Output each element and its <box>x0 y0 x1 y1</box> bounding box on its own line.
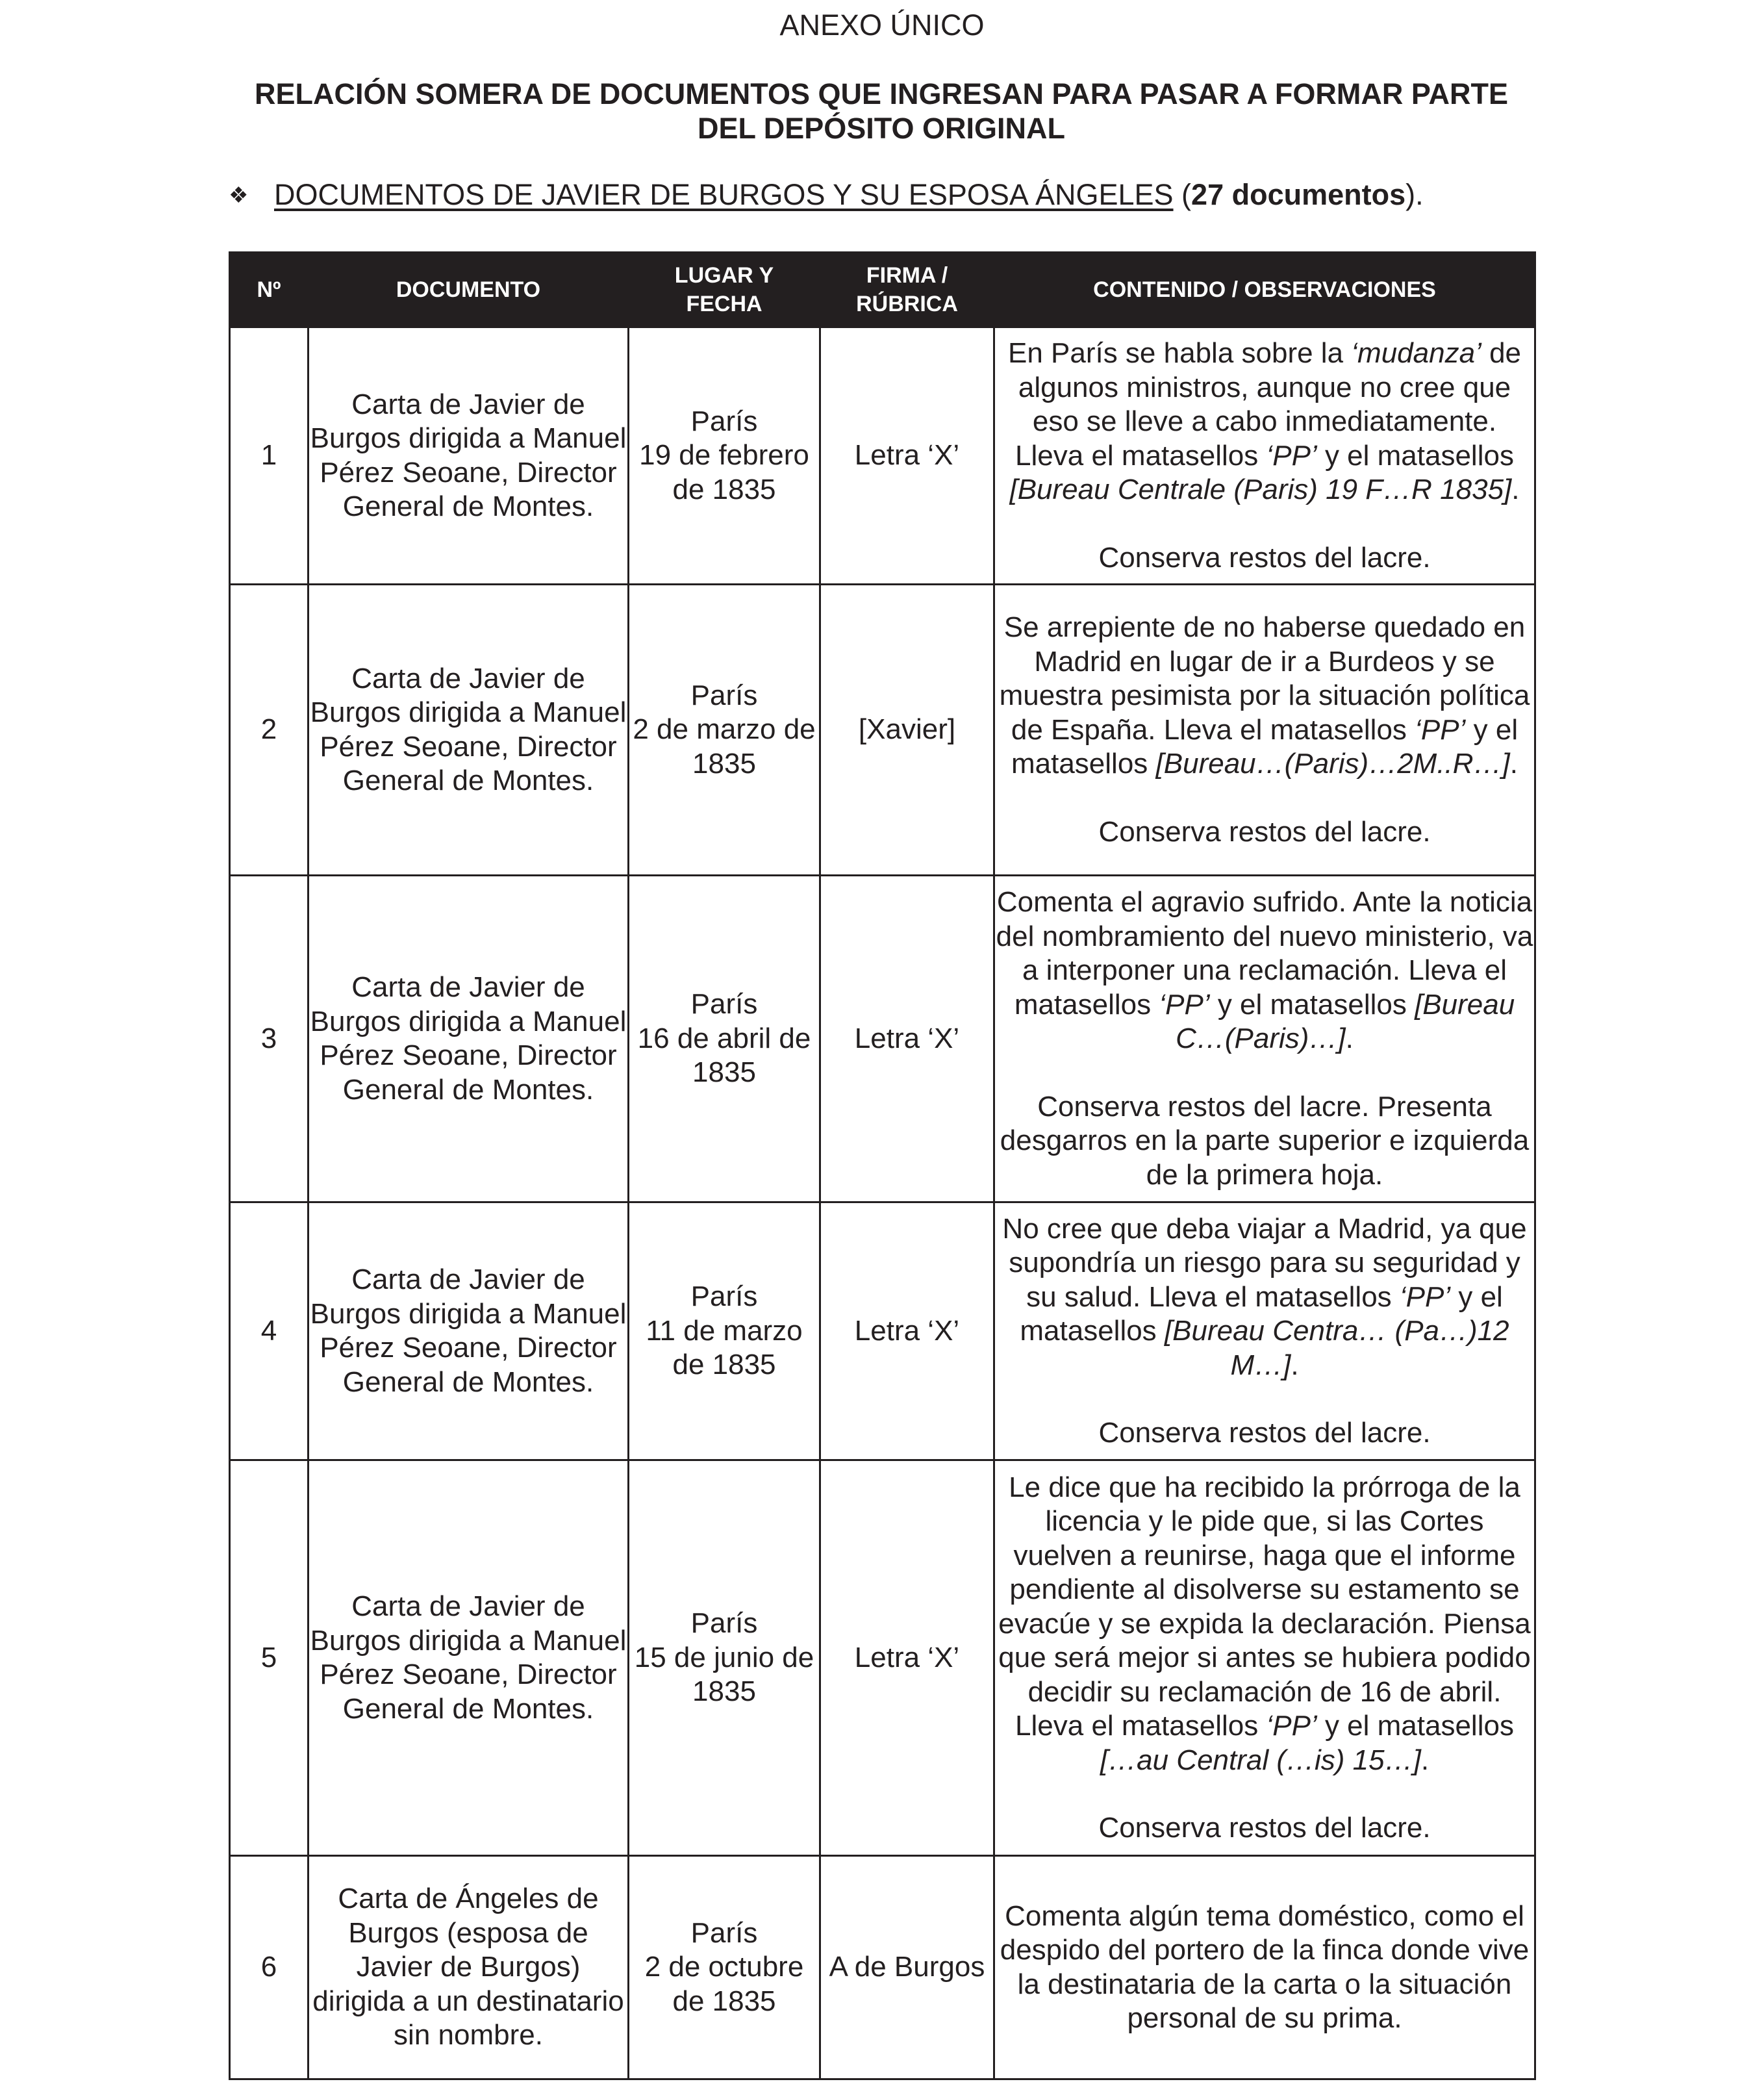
table-row <box>230 876 1535 1202</box>
diamond-bullet-icon: ❖ <box>229 183 249 208</box>
place-date <box>629 876 820 1202</box>
place: París <box>690 1280 758 1313</box>
content-text: En París se habla sobre la ‘mudanza’ de algunos ministros, aunque no cree que eso se lleve a cabo inmediatamente. Lleva el matasellos ‘PP’ y el matasellos [Bureau Centrale (Paris) 19 F…R 1835]. <box>1007 337 1522 505</box>
place: París <box>690 988 758 1021</box>
header-place-date-line-1: LUGAR Y <box>674 263 774 288</box>
document-description: Carta de Javier de Burgos dirigida a Manuel Pérez Seoane, Director General de Montes. <box>309 876 629 1202</box>
header-place-date <box>629 253 820 327</box>
header-place-date-line-2: FECHA <box>686 292 762 316</box>
signature: Letra ‘X’ <box>820 1202 994 1460</box>
content-observations <box>994 585 1535 876</box>
document-count: 27 documentos <box>1191 178 1406 211</box>
table-row <box>230 1856 1535 2079</box>
observation-text: Conserva restos del lacre. Presenta desgarros en la parte superior e izquierda de la primera hoja. <box>1000 1090 1530 1191</box>
content-observations <box>994 1460 1535 1856</box>
header-num: Nº <box>230 253 309 327</box>
place-date <box>629 1460 820 1856</box>
row-number: 4 <box>230 1202 309 1460</box>
date: 15 de junio de 1835 <box>634 1641 814 1708</box>
content-observations <box>994 1856 1535 2079</box>
section-heading <box>229 177 1424 214</box>
date: 2 de octubre de 1835 <box>644 1951 804 2017</box>
table-header-row <box>230 253 1535 327</box>
count-close: ). <box>1405 178 1424 211</box>
row-number: 3 <box>230 876 309 1202</box>
row-number: 6 <box>230 1856 309 2079</box>
date: 19 de febrero de 1835 <box>639 439 809 505</box>
place: París <box>690 1916 758 1949</box>
date: 16 de abril de 1835 <box>637 1022 811 1089</box>
place-date <box>629 1202 820 1460</box>
place-date <box>629 1856 820 2079</box>
content-observations <box>994 327 1535 585</box>
place-date <box>629 585 820 876</box>
header-content: CONTENIDO / OBSERVACIONES <box>994 253 1535 327</box>
observation-text: Conserva restos del lacre. <box>1098 1812 1431 1844</box>
header-signature-line-2: RÚBRICA <box>856 292 958 316</box>
content-text: Le dice que ha recibido la prórroga de la licencia y le pide que, si las Cortes vuelven a reunirse, haga que el informe pendiente al disolverse su estamento se evacúe y se expida la declaración. Piensa que será mejor si antes se hubiera podido decidir su reclamación de 16 de abril. Lleva el matasellos ‘PP’ y el matasellos […au Central (…is) 15…]. <box>998 1471 1531 1776</box>
table-row <box>230 585 1535 876</box>
observation-text: Conserva restos del lacre. <box>1098 1417 1431 1449</box>
main-title <box>229 77 1534 146</box>
header-document: DOCUMENTO <box>309 253 629 327</box>
annex-title: ANEXO ÚNICO <box>779 8 985 42</box>
header-signature-line-1: FIRMA / <box>866 263 948 288</box>
content-observations <box>994 876 1535 1202</box>
table-row <box>230 1202 1535 1460</box>
document-description: Carta de Javier de Burgos dirigida a Manuel Pérez Seoane, Director General de Montes. <box>309 327 629 585</box>
table-row <box>230 327 1535 585</box>
signature: Letra ‘X’ <box>820 327 994 585</box>
content-text: Se arrepiente de no haberse quedado en Madrid en lugar de ir a Burdeos y se muestra pesimista por la situación política de España. Lleva el matasellos ‘PP’ y el matasellos [Bureau…(Paris)…2M..R…]. <box>999 611 1530 780</box>
date: 2 de marzo de 1835 <box>633 713 816 780</box>
document-description: Carta de Ángeles de Burgos (esposa de Javier de Burgos) dirigida a un destinatario sin nombre. <box>309 1856 629 2079</box>
documents-table <box>229 251 1536 2080</box>
section-heading-title: DOCUMENTOS DE JAVIER DE BURGOS Y SU ESPOSA ÁNGELES <box>274 178 1174 211</box>
date: 11 de marzo de 1835 <box>646 1314 803 1381</box>
place: París <box>690 405 758 437</box>
row-number: 2 <box>230 585 309 876</box>
signature: A de Burgos <box>820 1856 994 2079</box>
main-title-line-1: RELACIÓN SOMERA DE DOCUMENTOS QUE INGRESAN PARA PASAR A FORMAR PARTE <box>254 77 1509 110</box>
place: París <box>690 1607 758 1640</box>
row-number: 1 <box>230 327 309 585</box>
signature: Letra ‘X’ <box>820 1460 994 1856</box>
document-description: Carta de Javier de Burgos dirigida a Manuel Pérez Seoane, Director General de Montes. <box>309 1460 629 1856</box>
observation-text: Conserva restos del lacre. <box>1098 815 1431 848</box>
content-text: Comenta el agravio sufrido. Ante la noticia del nombramiento del nuevo ministerio, va a interponer una reclamación. Lleva el matasellos ‘PP’ y el matasellos [Bureau C…(Paris)…]. <box>996 886 1533 1054</box>
count-open: ( <box>1173 178 1192 211</box>
place: París <box>690 679 758 711</box>
main-title-line-2: DEL DEPÓSITO ORIGINAL <box>698 112 1065 145</box>
document-description: Carta de Javier de Burgos dirigida a Manuel Pérez Seoane, Director General de Montes. <box>309 1202 629 1460</box>
signature: [Xavier] <box>820 585 994 876</box>
content-text: No cree que deba viajar a Madrid, ya que supondría un riesgo para su seguridad y su salud. Lleva el matasellos ‘PP’ y el matasellos [Bureau Centra… (Pa…)12 M…]. <box>1002 1212 1527 1381</box>
row-number: 5 <box>230 1460 309 1856</box>
document-description: Carta de Javier de Burgos dirigida a Manuel Pérez Seoane, Director General de Montes. <box>309 585 629 876</box>
content-text: Comenta algún tema doméstico, como el despido del portero de la finca donde vive la destinataria de la carta o la situación personal de su prima. <box>1000 1900 1530 2034</box>
header-signature <box>820 253 994 327</box>
place-date <box>629 327 820 585</box>
signature: Letra ‘X’ <box>820 876 994 1202</box>
observation-text: Conserva restos del lacre. <box>1098 541 1431 574</box>
table-row <box>230 1460 1535 1856</box>
content-observations <box>994 1202 1535 1460</box>
